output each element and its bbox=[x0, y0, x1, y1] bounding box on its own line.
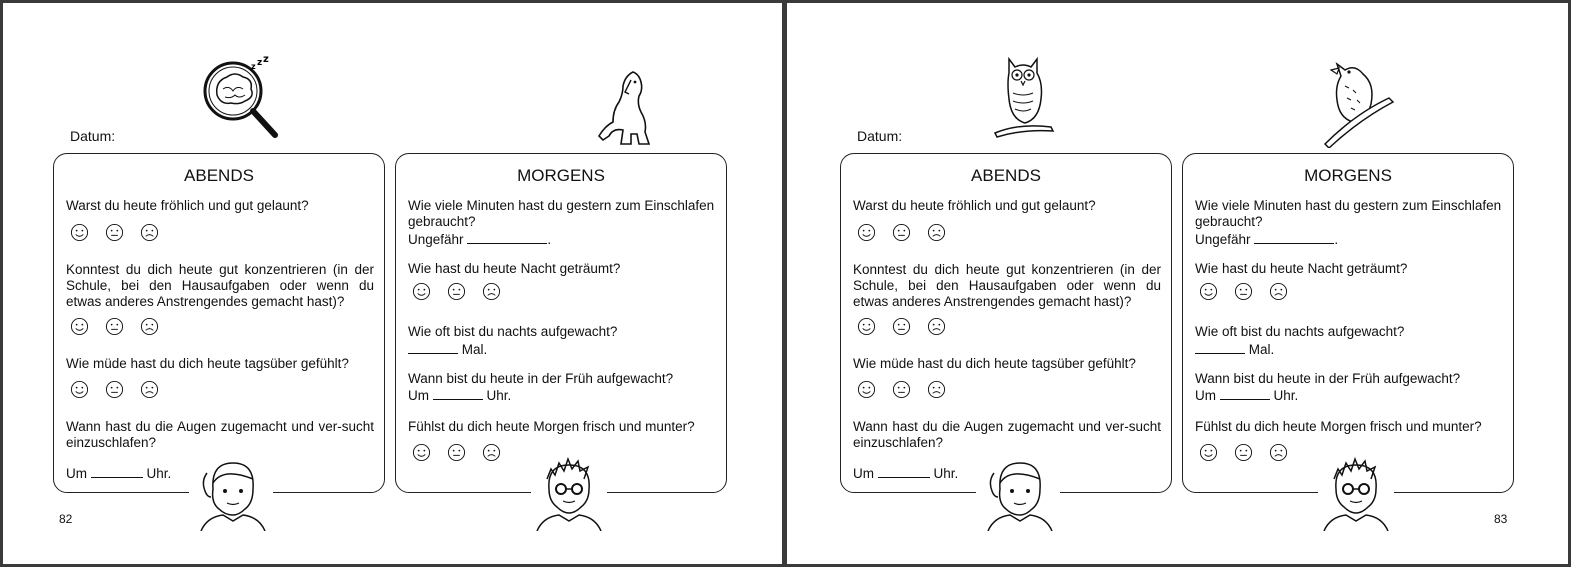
sad-face-icon[interactable] bbox=[1269, 282, 1288, 301]
neutral-face-icon[interactable] bbox=[447, 282, 466, 301]
girl-illustration-icon bbox=[189, 459, 273, 531]
abends-question-tiredness: Wie müde hast du dich heute tagsüber gefühlt? bbox=[66, 356, 349, 371]
happy-face-icon[interactable] bbox=[70, 380, 89, 399]
svg-text:z: z bbox=[251, 62, 256, 71]
morgens-title: MORGENS bbox=[1304, 166, 1392, 185]
abends-question-mood: Warst du heute fröhlich und gut gelaunt? bbox=[853, 198, 1096, 213]
page-82 bbox=[3, 3, 782, 564]
abends-question-tiredness: Wie müde hast du dich heute tagsüber gefühlt? bbox=[853, 356, 1136, 371]
answer-suffix: Mal. bbox=[461, 342, 488, 357]
answer-prefix: Um bbox=[853, 466, 874, 481]
morgens-question-wake-time: Wann bist du heute in der Früh aufgewacht? bbox=[408, 371, 674, 386]
wake-time-blank[interactable] bbox=[1220, 387, 1270, 400]
happy-face-icon[interactable] bbox=[412, 443, 431, 462]
happy-face-icon[interactable] bbox=[857, 317, 876, 336]
answer-prefix: Um bbox=[408, 388, 429, 403]
morgens-question-dreams: Wie hast du heute Nacht geträumt? bbox=[1195, 261, 1408, 276]
owl-icon bbox=[993, 53, 1055, 141]
svg-text:z: z bbox=[263, 55, 269, 65]
page-number: 82 bbox=[59, 512, 73, 526]
abends-question-mood: Warst du heute fröhlich und gut gelaunt? bbox=[66, 198, 309, 213]
answer-suffix: Mal. bbox=[1248, 342, 1275, 357]
morgens-question-minutes: Wie viele Minuten hast du gestern zum Einschlafen gebraucht? bbox=[408, 198, 715, 229]
morgens-question-wakeups: Wie oft bist du nachts aufgewacht? bbox=[1195, 324, 1405, 339]
neutral-face-icon[interactable] bbox=[105, 317, 124, 336]
boy-glasses-illustration-icon bbox=[1318, 455, 1394, 531]
sad-face-icon[interactable] bbox=[482, 282, 501, 301]
abends-question-sleep-time: Wann hast du die Augen zugemacht und ver-sucht einzuschlafen? bbox=[66, 419, 374, 450]
morgens-question-fresh: Fühlst du dich heute Morgen frisch und munter? bbox=[408, 419, 695, 434]
datum-label: Datum: bbox=[70, 128, 116, 144]
abends-box bbox=[53, 153, 385, 493]
minutes-blank[interactable] bbox=[1254, 231, 1334, 244]
morgens-question-wake-time: Wann bist du heute in der Früh aufgewacht? bbox=[1195, 371, 1461, 386]
happy-face-icon[interactable] bbox=[1199, 443, 1218, 462]
page-83 bbox=[787, 3, 1568, 564]
answer-prefix: Um bbox=[66, 466, 87, 481]
happy-face-icon[interactable] bbox=[412, 282, 431, 301]
answer-suffix: Uhr. bbox=[486, 388, 512, 403]
sad-face-icon[interactable] bbox=[1269, 443, 1288, 462]
sad-face-icon[interactable] bbox=[927, 317, 946, 336]
abends-title: ABENDS bbox=[184, 166, 254, 185]
morgens-box bbox=[395, 153, 727, 493]
answer-prefix: Ungefähr bbox=[408, 232, 464, 247]
morgens-title: MORGENS bbox=[517, 166, 605, 185]
morgens-minutes-answer bbox=[1195, 231, 1503, 248]
happy-face-icon[interactable] bbox=[1199, 282, 1218, 301]
sleep-time-blank[interactable] bbox=[878, 465, 930, 478]
abends-box bbox=[840, 153, 1172, 493]
abends-title: ABENDS bbox=[971, 166, 1041, 185]
morgens-question-dreams: Wie hast du heute Nacht geträumt? bbox=[408, 261, 621, 276]
happy-face-icon[interactable] bbox=[70, 317, 89, 336]
answer-suffix: . bbox=[547, 232, 552, 247]
happy-face-icon[interactable] bbox=[70, 223, 89, 242]
lark-bird-icon bbox=[1323, 56, 1395, 148]
answer-suffix: Uhr. bbox=[1273, 388, 1299, 403]
morgens-wakeups-answer bbox=[408, 341, 716, 358]
happy-face-icon[interactable] bbox=[857, 223, 876, 242]
morgens-question-wakeups: Wie oft bist du nachts aufgewacht? bbox=[408, 324, 618, 339]
neutral-face-icon[interactable] bbox=[1234, 443, 1253, 462]
wakeups-blank[interactable] bbox=[408, 341, 458, 354]
morgens-box bbox=[1182, 153, 1514, 493]
sad-face-icon[interactable] bbox=[140, 380, 159, 399]
svg-text:z: z bbox=[257, 58, 263, 68]
datum-label: Datum: bbox=[857, 128, 903, 144]
neutral-face-icon[interactable] bbox=[892, 317, 911, 336]
sad-face-icon[interactable] bbox=[482, 443, 501, 462]
sad-face-icon[interactable] bbox=[927, 223, 946, 242]
morgens-minutes-answer bbox=[408, 231, 716, 248]
brain-magnifier-icon bbox=[199, 55, 281, 139]
wakeups-blank[interactable] bbox=[1195, 341, 1245, 354]
neutral-face-icon[interactable] bbox=[1234, 282, 1253, 301]
morgens-wakeups-answer bbox=[1195, 341, 1503, 358]
boy-glasses-illustration-icon bbox=[531, 455, 607, 531]
abends-question-sleep-time: Wann hast du die Augen zugemacht und ver-sucht einzuschlafen? bbox=[853, 419, 1161, 450]
answer-suffix: . bbox=[1334, 232, 1339, 247]
page-number: 83 bbox=[1494, 512, 1508, 526]
neutral-face-icon[interactable] bbox=[447, 443, 466, 462]
answer-prefix: Ungefähr bbox=[1195, 232, 1251, 247]
happy-face-icon[interactable] bbox=[857, 380, 876, 399]
morgens-wake-time-answer bbox=[408, 387, 716, 404]
answer-suffix: Uhr. bbox=[933, 466, 959, 481]
morgens-wake-time-answer bbox=[1195, 387, 1503, 404]
neutral-face-icon[interactable] bbox=[892, 223, 911, 242]
morgens-question-minutes: Wie viele Minuten hast du gestern zum Einschlafen gebraucht? bbox=[1195, 198, 1502, 229]
neutral-face-icon[interactable] bbox=[892, 380, 911, 399]
sleep-time-blank[interactable] bbox=[91, 465, 143, 478]
wake-time-blank[interactable] bbox=[433, 387, 483, 400]
neutral-face-icon[interactable] bbox=[105, 223, 124, 242]
sad-face-icon[interactable] bbox=[927, 380, 946, 399]
abends-question-concentration: Konntest du dich heute gut konzentrieren (in der Schule, bei den Hausaufgaben oder wenn du etwas anderes Anstrengendes gemacht hast)? bbox=[853, 262, 1161, 309]
neutral-face-icon[interactable] bbox=[105, 380, 124, 399]
abends-question-concentration: Konntest du dich heute gut konzentrieren (in der Schule, bei den Hausaufgaben oder wenn du etwas anderes Anstrengendes gemacht hast)? bbox=[66, 262, 374, 309]
answer-suffix: Uhr. bbox=[146, 466, 172, 481]
sad-face-icon[interactable] bbox=[140, 223, 159, 242]
girl-illustration-icon bbox=[976, 459, 1060, 531]
minutes-blank[interactable] bbox=[467, 231, 547, 244]
morgens-question-fresh: Fühlst du dich heute Morgen frisch und munter? bbox=[1195, 419, 1482, 434]
sad-face-icon[interactable] bbox=[140, 317, 159, 336]
answer-prefix: Um bbox=[1195, 388, 1216, 403]
howling-dog-icon bbox=[593, 68, 655, 150]
